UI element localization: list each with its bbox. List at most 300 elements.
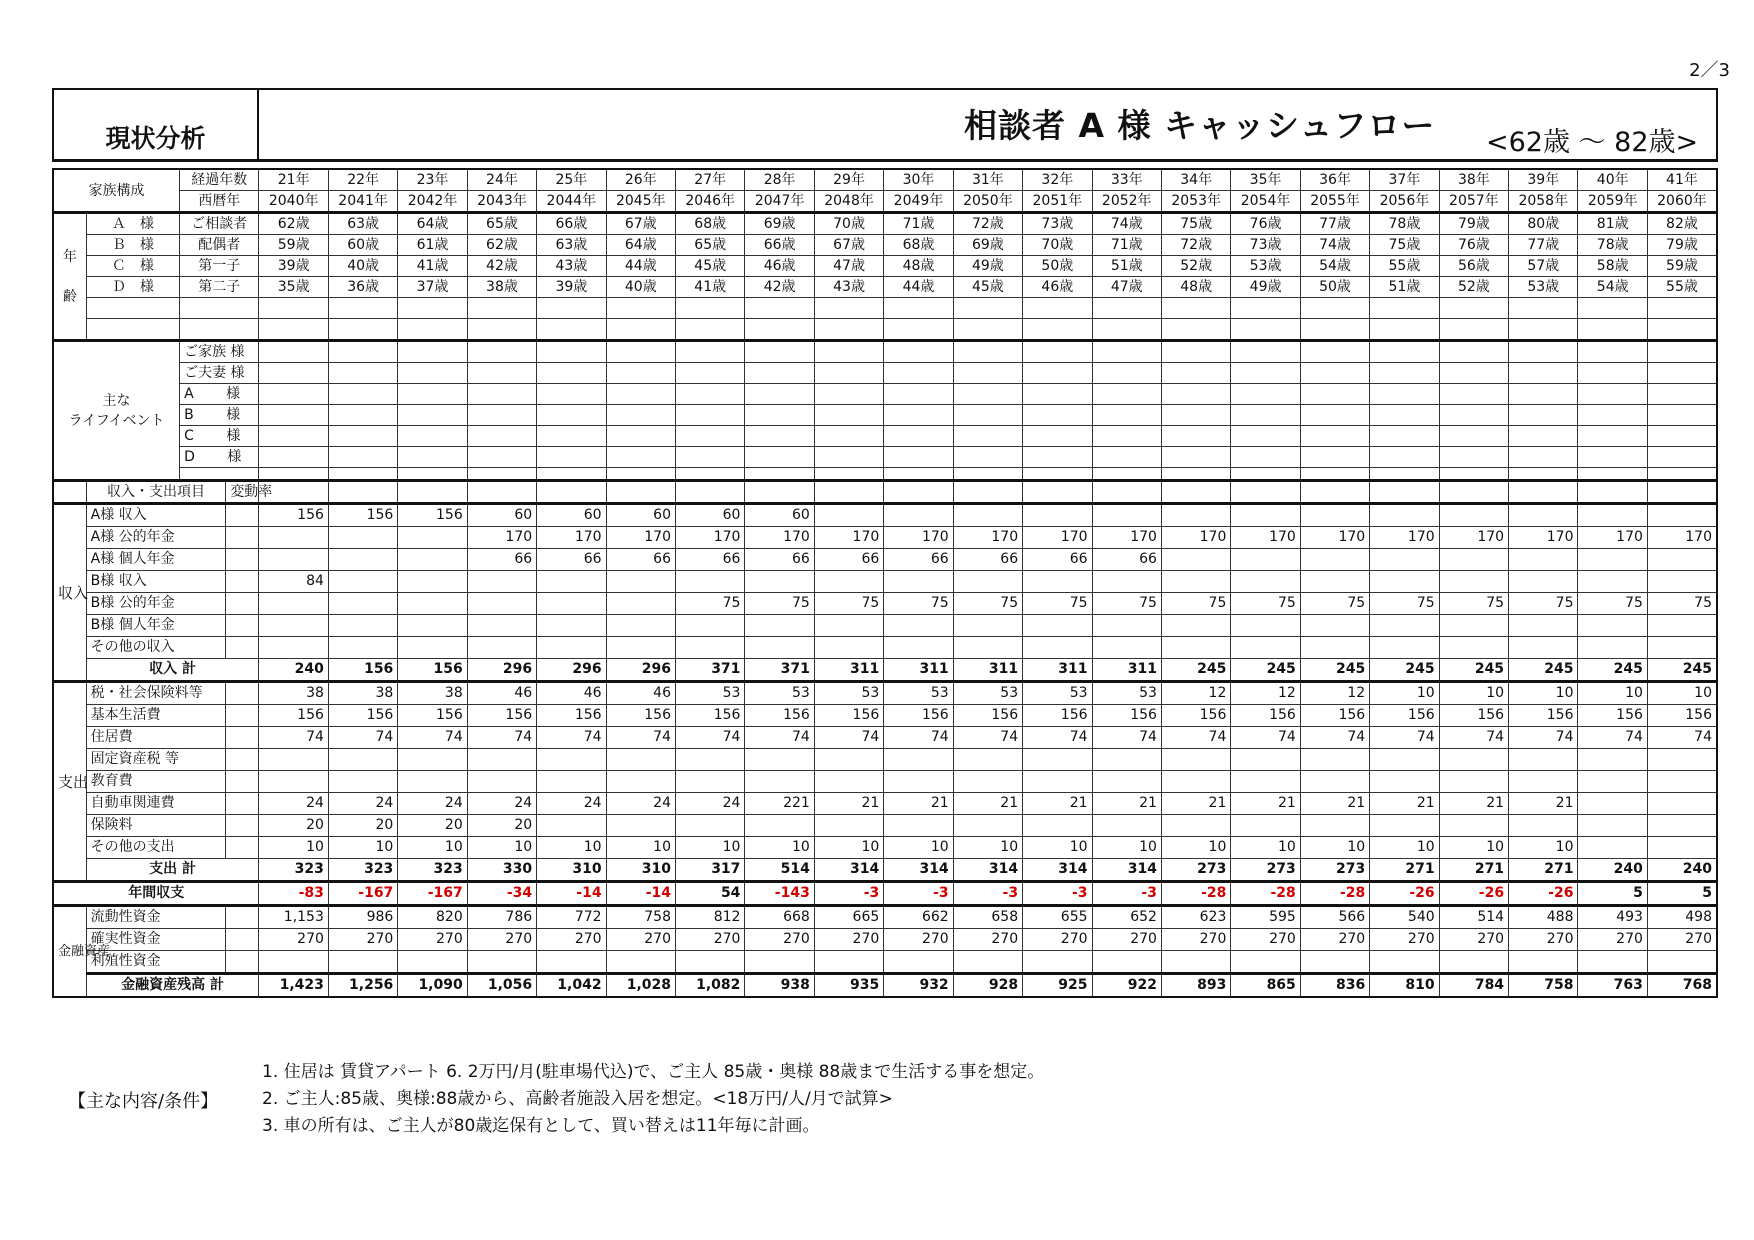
age-cell: 53歳 [1509, 277, 1578, 298]
income-value: 170 [1231, 527, 1300, 549]
expense-value: 53 [884, 682, 953, 705]
income-total-value: 245 [1231, 659, 1300, 682]
empty-cell [1439, 481, 1508, 504]
table-row [53, 549, 1717, 571]
expense-value [745, 771, 814, 793]
expense-total-value: 314 [953, 859, 1022, 882]
event-cell [745, 384, 814, 405]
assets-total-value: 893 [1161, 974, 1230, 998]
note-line: 2. ご主人:85歳、奥様:88歳から、高齢者施設入居を想定。<18万円/人/月で試算> [262, 1089, 893, 1109]
assets-value: 270 [398, 929, 467, 951]
empty-cell [1578, 298, 1647, 319]
event-cell [884, 363, 953, 384]
balance-value: -26 [1439, 882, 1508, 906]
expense-value: 24 [259, 793, 328, 815]
income-value [814, 637, 883, 659]
empty-cell [1509, 298, 1578, 319]
empty-cell [467, 298, 536, 319]
assets-value: 820 [398, 906, 467, 929]
expense-value: 46 [606, 682, 675, 705]
assets-total-value: 935 [814, 974, 883, 998]
event-cell [1509, 341, 1578, 363]
event-cell [1647, 363, 1717, 384]
event-cell [953, 447, 1022, 468]
expense-value [814, 749, 883, 771]
event-cell [1509, 384, 1578, 405]
income-value [328, 571, 397, 593]
calendar-year-cell: 2050年 [953, 191, 1022, 213]
expense-value: 12 [1161, 682, 1230, 705]
age-cell: 70歳 [814, 213, 883, 235]
income-total-value: 296 [467, 659, 536, 682]
event-cell [537, 363, 606, 384]
calendar-year-cell: 2051年 [1023, 191, 1092, 213]
event-cell [1231, 363, 1300, 384]
event-cell [328, 341, 397, 363]
age-category [53, 213, 86, 341]
calendar-year-cell: 2054年 [1231, 191, 1300, 213]
empty-cell [1578, 319, 1647, 341]
event-cell [884, 426, 953, 447]
empty-cell [676, 481, 745, 504]
event-cell [1023, 384, 1092, 405]
age-cell: 69歳 [745, 213, 814, 235]
calendar-year-cell: 2046年 [676, 191, 745, 213]
income-value [398, 549, 467, 571]
event-cell [259, 341, 328, 363]
event-row-label: D 様 [180, 447, 259, 468]
table-row [53, 882, 1717, 906]
expense-value: 10 [1231, 837, 1300, 859]
empty-cell [745, 298, 814, 319]
event-cell [537, 384, 606, 405]
event-cell [398, 468, 467, 481]
event-cell [1231, 384, 1300, 405]
empty-cell [1509, 319, 1578, 341]
income-value: 170 [1439, 527, 1508, 549]
age-cell: 48歳 [1161, 277, 1230, 298]
balance-value: -3 [953, 882, 1022, 906]
expense-value [953, 749, 1022, 771]
event-cell [467, 447, 536, 468]
event-cell [1647, 468, 1717, 481]
empty-cell [1161, 481, 1230, 504]
event-cell [1161, 405, 1230, 426]
event-cell [606, 447, 675, 468]
event-cell [1023, 405, 1092, 426]
income-value [398, 527, 467, 549]
event-cell [953, 405, 1022, 426]
age-cell: 79歳 [1439, 213, 1508, 235]
income-value [606, 637, 675, 659]
income-value [676, 637, 745, 659]
table-row [53, 363, 1717, 384]
expense-value [1647, 793, 1717, 815]
event-cell [1092, 341, 1161, 363]
elapsed-year-cell: 33年 [1092, 169, 1161, 191]
income-value [467, 615, 536, 637]
event-cell [1439, 384, 1508, 405]
expense-total-label: 支出 計 [86, 859, 259, 882]
age-cell: 41歳 [398, 256, 467, 277]
expense-value: 10 [953, 837, 1022, 859]
table-cell [180, 319, 259, 341]
event-cell [328, 384, 397, 405]
event-cell [1161, 426, 1230, 447]
expense-value: 24 [537, 793, 606, 815]
income-value: 170 [953, 527, 1022, 549]
expense-value: 10 [745, 837, 814, 859]
assets-value: 270 [676, 929, 745, 951]
expense-value: 74 [676, 727, 745, 749]
assets-value [1092, 951, 1161, 974]
empty-cell [398, 298, 467, 319]
event-cell [676, 341, 745, 363]
rate-cell [226, 815, 259, 837]
income-value: 75 [1647, 593, 1717, 615]
event-cell [467, 384, 536, 405]
income-total-value: 240 [259, 659, 328, 682]
expense-value: 156 [1300, 705, 1369, 727]
income-value: 75 [1578, 593, 1647, 615]
balance-value: -34 [467, 882, 536, 906]
assets-value: 270 [537, 929, 606, 951]
expense-value: 156 [467, 705, 536, 727]
event-cell [537, 468, 606, 481]
age-cell: 64歳 [606, 235, 675, 256]
assets-value: 595 [1231, 906, 1300, 929]
table-cell [86, 319, 179, 341]
rate-cell [226, 793, 259, 815]
income-value: 170 [1092, 527, 1161, 549]
event-cell [745, 447, 814, 468]
event-cell [814, 426, 883, 447]
expense-value [745, 815, 814, 837]
family-label: 家族構成 [53, 169, 180, 213]
expense-value: 74 [1578, 727, 1647, 749]
event-cell [1647, 384, 1717, 405]
expense-value: 156 [537, 705, 606, 727]
rate-cell [226, 527, 259, 549]
income-value: 60 [676, 504, 745, 527]
empty-cell [1370, 298, 1439, 319]
income-value: 66 [884, 549, 953, 571]
expense-total-value: 271 [1509, 859, 1578, 882]
assets-total-value: 1,423 [259, 974, 328, 998]
assets-value [1647, 951, 1717, 974]
income-value [1370, 549, 1439, 571]
expense-value: 74 [1370, 727, 1439, 749]
event-cell [537, 447, 606, 468]
event-cell [259, 468, 328, 481]
expense-value: 156 [1439, 705, 1508, 727]
rate-cell [226, 549, 259, 571]
event-cell [1509, 447, 1578, 468]
expense-value [884, 815, 953, 837]
rate-cell [226, 571, 259, 593]
expense-value: 21 [1300, 793, 1369, 815]
elapsed-year-cell: 30年 [884, 169, 953, 191]
expense-value [1578, 815, 1647, 837]
age-cell: 62歳 [467, 235, 536, 256]
income-value: 66 [953, 549, 1022, 571]
expense-value: 156 [884, 705, 953, 727]
event-cell [1439, 468, 1508, 481]
empty-cell [1647, 319, 1717, 341]
assets-value: 986 [328, 906, 397, 929]
table-row [53, 571, 1717, 593]
expense-value: 53 [814, 682, 883, 705]
age-cell: 36歳 [328, 277, 397, 298]
income-value [884, 504, 953, 527]
expense-value [1578, 793, 1647, 815]
expense-value [1231, 749, 1300, 771]
income-value [259, 637, 328, 659]
age-cell: 43歳 [814, 277, 883, 298]
cashflow-sheet [52, 88, 1718, 998]
event-cell [1023, 341, 1092, 363]
age-cell: 77歳 [1509, 235, 1578, 256]
table-row [53, 504, 1717, 527]
member-name: Ｄ 様 [86, 277, 179, 298]
event-row-label: A 様 [180, 384, 259, 405]
event-cell [1370, 363, 1439, 384]
assets-value: 270 [467, 929, 536, 951]
expense-value: 20 [398, 815, 467, 837]
expense-value [1509, 815, 1578, 837]
expense-value: 24 [467, 793, 536, 815]
table-cell [180, 298, 259, 319]
event-cell [745, 341, 814, 363]
expense-value: 74 [398, 727, 467, 749]
event-cell [1300, 405, 1369, 426]
expense-value: 21 [1370, 793, 1439, 815]
income-value [1509, 549, 1578, 571]
income-value [745, 637, 814, 659]
income-total-label: 収入 計 [86, 659, 259, 682]
event-cell [676, 468, 745, 481]
age-cell: 66歳 [745, 235, 814, 256]
expense-total-value: 273 [1161, 859, 1230, 882]
income-value [1439, 637, 1508, 659]
expense-value: 21 [1509, 793, 1578, 815]
income-value [1509, 615, 1578, 637]
table-row [53, 277, 1717, 298]
event-cell [884, 384, 953, 405]
expense-value: 21 [1092, 793, 1161, 815]
expense-value [1370, 771, 1439, 793]
event-cell [328, 405, 397, 426]
calendar-year-cell: 2043年 [467, 191, 536, 213]
expense-value: 53 [745, 682, 814, 705]
event-cell [1092, 468, 1161, 481]
event-cell [398, 405, 467, 426]
balance-value: 5 [1578, 882, 1647, 906]
income-value [1161, 615, 1230, 637]
income-total-value: 311 [953, 659, 1022, 682]
assets-value: 270 [1509, 929, 1578, 951]
assets-value: 514 [1439, 906, 1508, 929]
income-total-value: 245 [1578, 659, 1647, 682]
event-cell [1647, 405, 1717, 426]
elapsed-year-cell: 34年 [1161, 169, 1230, 191]
expense-value: 10 [259, 837, 328, 859]
income-value: 75 [1023, 593, 1092, 615]
note-line: 1. 住居は 賃貸アパート 6. 2万円/月(駐車場代込)で、ご主人 85歳・奥様 88歳まで生活する事を想定。 [262, 1062, 1045, 1082]
expense-total-value: 271 [1439, 859, 1508, 882]
age-cell: 50歳 [1300, 277, 1369, 298]
assets-value: 270 [1578, 929, 1647, 951]
event-cell [814, 468, 883, 481]
income-value [814, 615, 883, 637]
assets-value: 566 [1300, 906, 1369, 929]
age-cell: 44歳 [606, 256, 675, 277]
table-row [53, 256, 1717, 277]
expense-value [814, 771, 883, 793]
table-row [53, 637, 1717, 659]
age-cell: 53歳 [1231, 256, 1300, 277]
empty-cell [467, 319, 536, 341]
income-value [467, 571, 536, 593]
balance-value: -143 [745, 882, 814, 906]
income-item-label: A様 個人年金 [86, 549, 226, 571]
age-cell: 50歳 [1023, 256, 1092, 277]
event-cell [676, 426, 745, 447]
income-value: 75 [1370, 593, 1439, 615]
expense-value [1509, 771, 1578, 793]
expense-value: 24 [606, 793, 675, 815]
expense-total-value: 273 [1300, 859, 1369, 882]
income-value [1370, 571, 1439, 593]
table-row [53, 906, 1717, 929]
event-cell [259, 363, 328, 384]
event-cell [537, 405, 606, 426]
expense-value [1647, 815, 1717, 837]
empty-cell [398, 481, 467, 504]
calendar-year-cell: 2042年 [398, 191, 467, 213]
balance-value: 54 [676, 882, 745, 906]
income-value [884, 615, 953, 637]
table-cell [53, 481, 86, 504]
income-value [1647, 571, 1717, 593]
expense-value [1023, 771, 1092, 793]
event-cell [814, 384, 883, 405]
assets-value: 772 [537, 906, 606, 929]
empty-cell [1023, 481, 1092, 504]
income-value [953, 504, 1022, 527]
table-row [53, 815, 1717, 837]
assets-value [606, 951, 675, 974]
assets-value [1370, 951, 1439, 974]
age-cell: 38歳 [467, 277, 536, 298]
assets-value: 540 [1370, 906, 1439, 929]
calendar-year-cell: 2040年 [259, 191, 328, 213]
expense-value: 74 [814, 727, 883, 749]
event-cell [467, 426, 536, 447]
balance-value: -83 [259, 882, 328, 906]
assets-value: 665 [814, 906, 883, 929]
income-value [467, 637, 536, 659]
expense-value [676, 771, 745, 793]
income-value [1509, 504, 1578, 527]
income-value: 84 [259, 571, 328, 593]
page-number: 2／3 [1689, 60, 1730, 81]
expense-value: 10 [1578, 682, 1647, 705]
age-cell: 47歳 [814, 256, 883, 277]
empty-cell [1300, 481, 1369, 504]
event-cell [398, 426, 467, 447]
age-cell: 64歳 [398, 213, 467, 235]
expense-value: 10 [1370, 837, 1439, 859]
expense-value [1647, 771, 1717, 793]
notes-label: 【主な内容/条件】 [68, 1091, 219, 1112]
income-value [1161, 504, 1230, 527]
assets-value: 758 [606, 906, 675, 929]
event-cell [328, 447, 397, 468]
expense-total-value: 314 [814, 859, 883, 882]
income-value: 75 [884, 593, 953, 615]
income-value [1578, 615, 1647, 637]
expense-value [1647, 837, 1717, 859]
expense-value: 156 [814, 705, 883, 727]
income-value: 156 [259, 504, 328, 527]
assets-total-value: 928 [953, 974, 1022, 998]
income-category: 収入 [53, 504, 86, 682]
expense-value [1161, 815, 1230, 837]
expense-value: 38 [259, 682, 328, 705]
event-cell [676, 447, 745, 468]
event-cell [1092, 426, 1161, 447]
income-value [1578, 637, 1647, 659]
balance-value: -3 [1023, 882, 1092, 906]
expense-value: 38 [398, 682, 467, 705]
income-value: 170 [1161, 527, 1230, 549]
expense-value [1092, 749, 1161, 771]
event-cell [537, 341, 606, 363]
expense-value [953, 771, 1022, 793]
age-cell: 41歳 [676, 277, 745, 298]
income-value: 66 [537, 549, 606, 571]
balance-value: -26 [1509, 882, 1578, 906]
empty-cell [884, 319, 953, 341]
assets-value [745, 951, 814, 974]
event-cell [1300, 341, 1369, 363]
expense-value: 10 [1439, 682, 1508, 705]
calendar-year-cell: 2048年 [814, 191, 883, 213]
expense-value: 74 [745, 727, 814, 749]
expense-value: 74 [884, 727, 953, 749]
expense-total-value: 314 [1092, 859, 1161, 882]
event-cell [1161, 447, 1230, 468]
elapsed-year-cell: 24年 [467, 169, 536, 191]
rate-cell [226, 705, 259, 727]
elapsed-year-cell: 28年 [745, 169, 814, 191]
calendar-year-cell: 2044年 [537, 191, 606, 213]
expense-value: 74 [537, 727, 606, 749]
event-cell [953, 363, 1022, 384]
empty-cell [1023, 298, 1092, 319]
income-value: 66 [745, 549, 814, 571]
expense-item-label: 基本生活費 [86, 705, 226, 727]
income-value [606, 615, 675, 637]
expense-total-value: 323 [328, 859, 397, 882]
income-value: 66 [814, 549, 883, 571]
assets-total-value: 836 [1300, 974, 1369, 998]
income-value [398, 571, 467, 593]
empty-cell [1300, 319, 1369, 341]
assets-total-value: 1,056 [467, 974, 536, 998]
event-cell [1231, 468, 1300, 481]
